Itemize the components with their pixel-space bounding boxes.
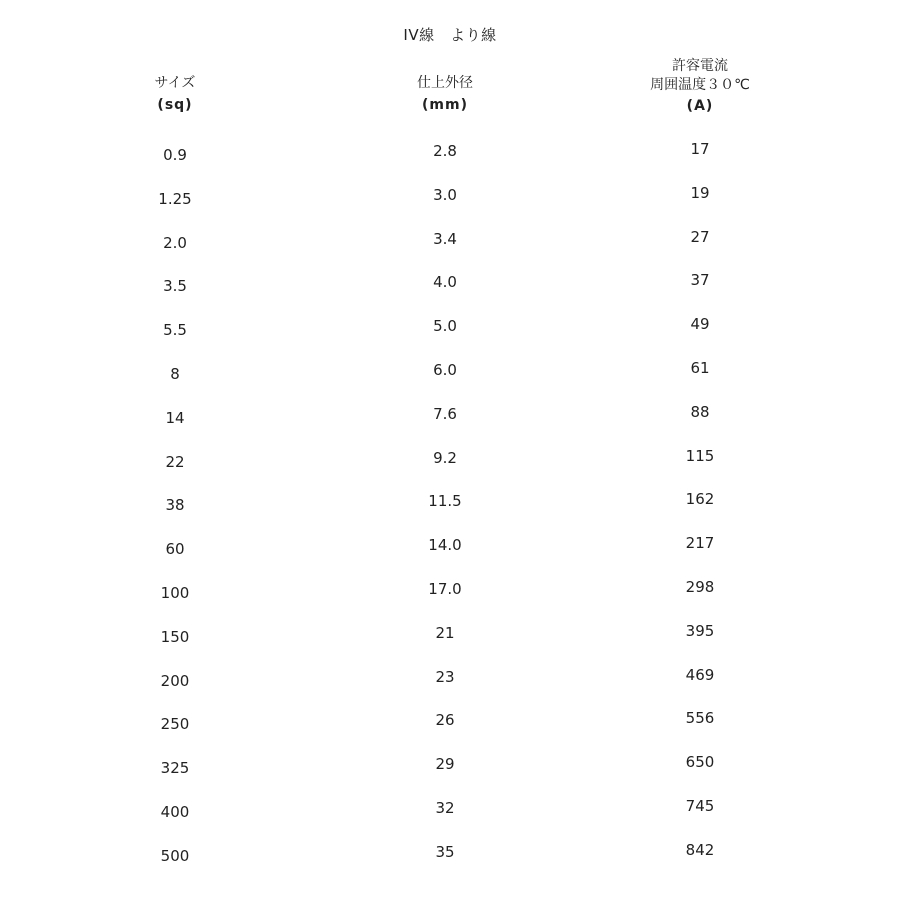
current-cell: 298 (685, 577, 715, 596)
size-cell: 250 (160, 715, 190, 734)
table-row (0, 745, 900, 789)
table-row (0, 439, 900, 483)
table-row (0, 351, 900, 395)
current-cell: 745 (685, 796, 715, 815)
current-cell: 842 (685, 840, 715, 859)
size-cell: 0.9 (163, 146, 187, 164)
size-cell: 3.5 (163, 277, 187, 296)
table-body (0, 132, 900, 877)
diameter-cell: 26 (435, 711, 455, 730)
table-row (0, 220, 900, 264)
size-cell: 14 (165, 408, 185, 427)
current-cell: 17 (690, 140, 710, 158)
table-row (0, 833, 900, 877)
size-cell: 1.25 (158, 189, 192, 208)
current-cell: 49 (690, 315, 710, 334)
diameter-cell: 32 (435, 798, 455, 817)
table-row (0, 395, 900, 439)
diameter-cell: 5.0 (433, 317, 457, 336)
current-cell: 19 (690, 183, 710, 202)
diameter-cell: 29 (435, 755, 455, 774)
table-title: IV線 より線 (403, 26, 497, 44)
header-size-unit: (sq) (157, 97, 193, 113)
current-cell: 217 (685, 534, 715, 553)
current-cell: 115 (685, 446, 715, 465)
header-diameter-unit: (mm) (422, 97, 468, 113)
header-current-unit: (A) (686, 98, 714, 114)
table-row (0, 658, 900, 702)
table-row (0, 570, 900, 614)
size-cell: 5.5 (163, 321, 187, 340)
diameter-cell: 3.4 (433, 229, 457, 248)
diameter-cell: 4.0 (433, 273, 457, 292)
size-cell: 22 (165, 452, 185, 471)
header-current-label: 許容電流 (672, 58, 728, 74)
diameter-cell: 35 (435, 842, 455, 861)
size-cell: 325 (160, 759, 190, 778)
current-cell: 556 (685, 709, 715, 728)
current-cell: 395 (685, 621, 715, 640)
size-cell: 500 (160, 846, 190, 865)
diameter-cell: 23 (435, 667, 455, 686)
table-row (0, 482, 900, 526)
table-row (0, 263, 900, 307)
size-cell: 38 (165, 496, 185, 515)
diameter-cell: 7.6 (433, 404, 457, 423)
diameter-cell: 6.0 (433, 360, 457, 379)
current-cell: 27 (690, 227, 710, 246)
size-cell: 60 (165, 540, 185, 559)
size-cell: 400 (160, 802, 190, 821)
diameter-cell: 9.2 (433, 448, 457, 467)
table-row (0, 789, 900, 833)
table-row (0, 614, 900, 658)
table-row (0, 701, 900, 745)
header-current-condition: 周囲温度３０℃ (650, 77, 750, 93)
table-row (0, 176, 900, 220)
table-row (0, 307, 900, 351)
header-current (610, 57, 790, 116)
size-cell: 150 (160, 627, 190, 646)
header-size-label: サイズ (154, 75, 196, 91)
diameter-cell: 21 (435, 623, 455, 642)
diameter-cell: 2.8 (433, 142, 457, 160)
current-cell: 37 (690, 271, 710, 290)
size-cell: 8 (170, 364, 180, 383)
table-row (0, 526, 900, 570)
diameter-cell: 11.5 (428, 492, 462, 511)
diameter-cell: 14.0 (428, 536, 462, 555)
size-cell: 200 (160, 671, 190, 690)
diameter-cell: 17.0 (428, 579, 462, 598)
header-size (100, 72, 250, 116)
size-cell: 100 (160, 583, 190, 602)
diameter-cell: 3.0 (433, 185, 457, 204)
current-cell: 650 (685, 753, 715, 772)
table-row (0, 132, 900, 176)
header-diameter (365, 72, 525, 116)
current-cell: 61 (690, 358, 710, 377)
header-diameter-label: 仕上外径 (417, 75, 473, 91)
current-cell: 162 (685, 490, 715, 509)
size-cell: 2.0 (163, 233, 187, 252)
current-cell: 88 (690, 402, 710, 421)
current-cell: 469 (685, 665, 715, 684)
